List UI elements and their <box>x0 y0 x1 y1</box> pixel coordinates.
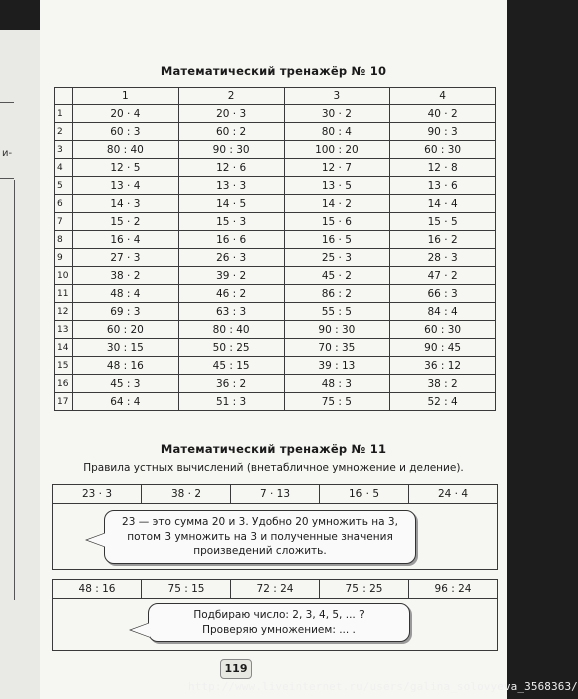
hint-line: потом 3 умножить на 3 и полученные значения <box>127 530 393 543</box>
expression-cell: 24 · 4 <box>437 488 469 500</box>
expression-cell: 27 · 3 <box>73 249 179 267</box>
expression-cell: 60 : 30 <box>390 321 496 339</box>
table-header-row <box>55 88 496 105</box>
table-row <box>55 159 496 177</box>
left-page-table-line <box>14 180 15 600</box>
expression-cell: 30 · 2 <box>284 105 390 123</box>
watermark-url: http://www.liveinternet.ru/users/galina_solovyeva_3568363/ <box>188 680 578 693</box>
table-row <box>55 105 496 123</box>
multiplication-strip <box>52 484 498 504</box>
expression-cell: 55 : 5 <box>284 303 390 321</box>
table-row <box>55 375 496 393</box>
table-row <box>55 213 496 231</box>
column-header: 2 <box>178 88 284 105</box>
table-row <box>55 231 496 249</box>
speech-tail-fill <box>87 533 106 547</box>
expression-cell: 40 · 2 <box>390 105 496 123</box>
expression-cell: 13 · 6 <box>390 177 496 195</box>
workbook-page <box>40 0 578 699</box>
row-number: 13 <box>55 321 73 339</box>
row-number: 1 <box>55 105 73 123</box>
expression-cell: 15 · 3 <box>178 213 284 231</box>
expression-cell: 38 · 2 <box>73 267 179 285</box>
expression-cell: 48 : 3 <box>284 375 390 393</box>
expression-cell: 60 : 30 <box>390 141 496 159</box>
expression-cell: 60 : 3 <box>73 123 179 141</box>
table-row <box>55 339 496 357</box>
row-number: 2 <box>55 123 73 141</box>
expression-cell: 16 · 5 <box>284 231 390 249</box>
expression-cell: 90 : 30 <box>284 321 390 339</box>
table-row <box>55 285 496 303</box>
expression-cell: 28 · 3 <box>390 249 496 267</box>
expression-cell: 15 · 5 <box>390 213 496 231</box>
expression-cell: 75 : 25 <box>320 580 409 598</box>
hint-line: Подбираю число: 2, 3, 4, 5, ... ? <box>193 609 365 621</box>
expression-cell: 39 : 13 <box>284 357 390 375</box>
expression-cell: 69 : 3 <box>73 303 179 321</box>
row-number: 9 <box>55 249 73 267</box>
expression-cell: 12 · 8 <box>390 159 496 177</box>
row-number: 3 <box>55 141 73 159</box>
left-page-rule <box>0 178 14 179</box>
expression-cell: 50 : 25 <box>178 339 284 357</box>
multiplication-hint-bubble <box>104 510 416 564</box>
row-number: 8 <box>55 231 73 249</box>
trainer-11-title: Математический тренажёр № 11 <box>160 442 387 456</box>
row-number: 14 <box>55 339 73 357</box>
hint-line: произведений сложить. <box>193 545 327 557</box>
table-row <box>55 267 496 285</box>
division-hint-bubble <box>148 603 410 642</box>
table-row <box>55 249 496 267</box>
expression-cell: 36 : 2 <box>178 375 284 393</box>
expression-cell: 12 · 5 <box>73 159 179 177</box>
table-row <box>55 177 496 195</box>
expression-cell: 16 · 5 <box>320 485 409 503</box>
expression-cell: 45 · 2 <box>284 267 390 285</box>
expression-cell: 80 : 40 <box>178 321 284 339</box>
expression-cell: 16 · 2 <box>390 231 496 249</box>
rule-text: Правила устных вычислений (внетабличное умножение и деление). <box>83 462 464 474</box>
expression-cell: 46 : 2 <box>178 285 284 303</box>
row-number: 4 <box>55 159 73 177</box>
division-strip <box>52 579 498 599</box>
expression-cell: 52 : 4 <box>390 393 496 411</box>
expression-cell: 14 · 5 <box>178 195 284 213</box>
table-row <box>55 357 496 375</box>
expression-cell: 16 · 4 <box>73 231 179 249</box>
expression-cell: 20 · 3 <box>178 105 284 123</box>
expression-cell: 90 : 3 <box>390 123 496 141</box>
expression-cell: 51 : 3 <box>178 393 284 411</box>
row-number: 6 <box>55 195 73 213</box>
expression-cell: 38 · 2 <box>142 485 231 503</box>
expression-cell: 23 · 3 <box>53 485 142 503</box>
expression-cell: 12 · 7 <box>284 159 390 177</box>
expression-cell: 13 · 5 <box>284 177 390 195</box>
expression-cell: 38 : 2 <box>390 375 496 393</box>
trainer-10-table <box>54 87 496 411</box>
expression-cell: 48 : 4 <box>73 285 179 303</box>
expression-cell: 84 : 4 <box>390 303 496 321</box>
left-page-edge <box>0 30 40 699</box>
table-row <box>55 141 496 159</box>
expression-cell: 25 · 3 <box>284 249 390 267</box>
expression-cell: 63 : 3 <box>178 303 284 321</box>
left-page-fragment: и- <box>2 148 13 159</box>
expression-cell: 14 · 2 <box>284 195 390 213</box>
expression-cell: 75 : 5 <box>284 393 390 411</box>
row-number: 5 <box>55 177 73 195</box>
expression-cell: 45 : 3 <box>73 375 179 393</box>
expression-cell: 15 · 6 <box>284 213 390 231</box>
expression-cell: 13 · 4 <box>73 177 179 195</box>
row-number: 7 <box>55 213 73 231</box>
expression-cell: 16 · 6 <box>178 231 284 249</box>
left-page-rule <box>0 102 14 103</box>
expression-cell: 7 · 13 <box>231 485 320 503</box>
expression-cell: 39 · 2 <box>178 267 284 285</box>
row-number: 12 <box>55 303 73 321</box>
expression-cell: 20 · 4 <box>73 105 179 123</box>
expression-cell: 86 : 2 <box>284 285 390 303</box>
row-number: 17 <box>55 393 73 411</box>
hint-line: 23 — это сумма 20 и 3. Удобно 20 умножить на 3, <box>122 516 398 528</box>
expression-cell: 26 · 3 <box>178 249 284 267</box>
table-row <box>55 195 496 213</box>
expression-cell: 72 : 24 <box>231 580 320 598</box>
expression-cell: 80 : 40 <box>73 141 179 159</box>
expression-cell: 60 : 2 <box>178 123 284 141</box>
expression-cell: 80 : 4 <box>284 123 390 141</box>
expression-cell: 13 · 3 <box>178 177 284 195</box>
corner-cell <box>55 88 73 105</box>
expression-cell: 64 : 4 <box>73 393 179 411</box>
expression-cell: 47 · 2 <box>390 267 496 285</box>
expression-cell: 30 : 15 <box>73 339 179 357</box>
expression-cell: 96 : 24 <box>434 583 472 595</box>
expression-cell: 14 · 3 <box>73 195 179 213</box>
page-number: 119 <box>220 659 252 679</box>
expression-cell: 66 : 3 <box>390 285 496 303</box>
table-row <box>55 321 496 339</box>
table-row <box>55 303 496 321</box>
row-number: 16 <box>55 375 73 393</box>
column-header: 3 <box>284 88 390 105</box>
column-header: 1 <box>73 88 179 105</box>
expression-cell: 12 · 6 <box>178 159 284 177</box>
table-row <box>55 393 496 411</box>
expression-cell: 48 : 16 <box>73 357 179 375</box>
trainer-10-title: Математический тренажёр № 10 <box>160 64 387 78</box>
expression-cell: 48 : 16 <box>53 580 142 598</box>
expression-cell: 70 : 35 <box>284 339 390 357</box>
column-header: 4 <box>390 88 496 105</box>
expression-cell: 45 : 15 <box>178 357 284 375</box>
expression-cell: 60 : 20 <box>73 321 179 339</box>
speech-tail-fill <box>131 623 150 637</box>
row-number: 11 <box>55 285 73 303</box>
hint-line: Проверяю умножением: ... . <box>202 623 356 636</box>
row-number: 15 <box>55 357 73 375</box>
expression-cell: 90 : 30 <box>178 141 284 159</box>
expression-cell: 36 : 12 <box>390 357 496 375</box>
expression-cell: 100 : 20 <box>284 141 390 159</box>
expression-cell: 14 · 4 <box>390 195 496 213</box>
table-row <box>55 123 496 141</box>
expression-cell: 75 : 15 <box>142 580 231 598</box>
expression-cell: 15 · 2 <box>73 213 179 231</box>
expression-cell: 90 : 45 <box>390 339 496 357</box>
row-number: 10 <box>55 267 73 285</box>
